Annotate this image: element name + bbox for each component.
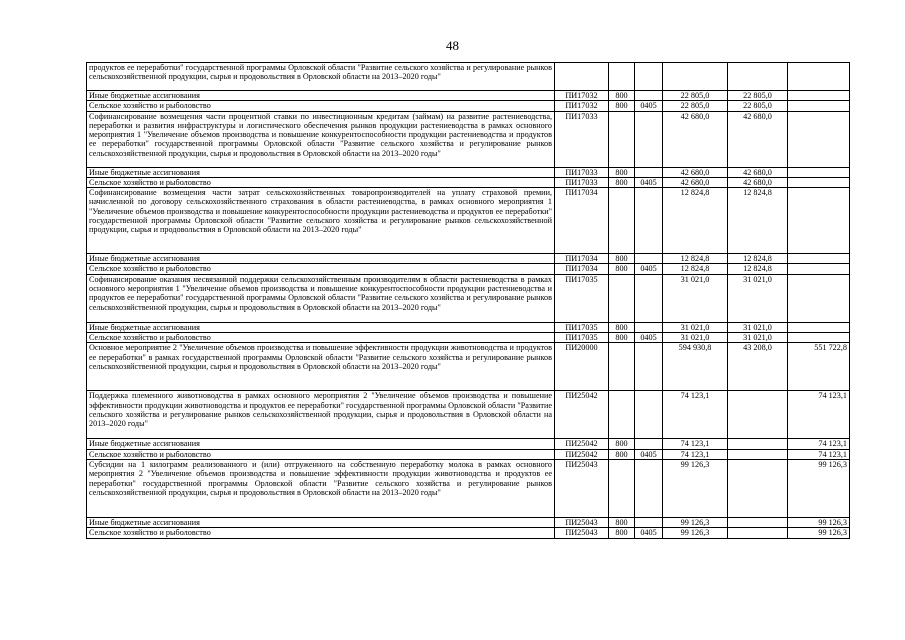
row-name-cell: Иные бюджетные ассигнования (87, 254, 555, 264)
row-amount-3-cell (788, 101, 850, 111)
table-row (87, 167, 850, 177)
row-amount-1-cell: 31 021,0 (663, 274, 728, 322)
table-row (87, 177, 850, 187)
row-amount-2-cell (728, 449, 788, 459)
row-amount-1-cell: 42 680,0 (663, 177, 728, 187)
row-code-cell: ПИ17034 (555, 254, 609, 264)
row-amount-1-cell: 99 126,3 (663, 528, 728, 538)
row-vr-cell: 800 (609, 101, 635, 111)
table-row (87, 517, 850, 527)
row-amount-3-cell: 99 126,3 (788, 517, 850, 527)
table-row (87, 91, 850, 101)
row-vr-cell (609, 111, 635, 167)
row-amount-1-cell: 74 123,1 (663, 391, 728, 439)
row-amount-3-cell (788, 63, 850, 91)
row-rz-cell: 0405 (635, 177, 663, 187)
row-name-cell: Иные бюджетные ассигнования (87, 322, 555, 332)
row-name-cell: Сельское хозяйство и рыболовство (87, 101, 555, 111)
budget-table (86, 62, 850, 539)
row-code-cell: ПИ17033 (555, 167, 609, 177)
row-code-cell: ПИ17032 (555, 101, 609, 111)
row-amount-2-cell: 12 824,8 (728, 254, 788, 264)
row-amount-2-cell: 12 824,8 (728, 264, 788, 274)
row-amount-3-cell: 74 123,1 (788, 391, 850, 439)
row-vr-cell (609, 63, 635, 91)
row-vr-cell: 800 (609, 177, 635, 187)
row-name-cell: Иные бюджетные ассигнования (87, 91, 555, 101)
row-vr-cell: 800 (609, 333, 635, 343)
row-vr-cell (609, 343, 635, 391)
row-name-cell: Софинансирование возмещения части затрат сельскохозяйственных товаропроизводителей на уплату страховой премии, начисленной по договору сельскохозяйственного страхования в области растениеводства, в рамках основного мероприятия 1 "Увеличение объемов производства и повышение конкурентоспособности продукции растениеводства и продуктов ее переработки" государственной программы Орловской области "Развитие сельского хозяйства и регулирование рынков сельскохозяйственной продукции, сырья и продовольствия в Орловской области на 2013–2020 годы" (87, 188, 555, 254)
row-amount-1-cell: 74 123,1 (663, 439, 728, 449)
row-amount-3-cell: 99 126,3 (788, 459, 850, 517)
table-row (87, 111, 850, 167)
row-code-cell: ПИ25042 (555, 391, 609, 439)
row-vr-cell: 800 (609, 322, 635, 332)
row-amount-1-cell: 594 930,8 (663, 343, 728, 391)
row-amount-2-cell (728, 528, 788, 538)
row-code-cell: ПИ25043 (555, 528, 609, 538)
row-amount-3-cell: 99 126,3 (788, 528, 850, 538)
row-amount-2-cell: 43 208,0 (728, 343, 788, 391)
row-rz-cell (635, 459, 663, 517)
row-name-cell: Иные бюджетные ассигнования (87, 517, 555, 527)
row-rz-cell (635, 391, 663, 439)
row-amount-3-cell (788, 188, 850, 254)
row-amount-3-cell (788, 167, 850, 177)
row-vr-cell (609, 459, 635, 517)
row-amount-1-cell: 31 021,0 (663, 333, 728, 343)
row-name-cell: Сельское хозяйство и рыболовство (87, 264, 555, 274)
row-code-cell: ПИ17033 (555, 177, 609, 187)
row-amount-1-cell: 22 805,0 (663, 101, 728, 111)
row-name-cell: Сельское хозяйство и рыболовство (87, 177, 555, 187)
row-amount-2-cell (728, 63, 788, 91)
row-vr-cell (609, 188, 635, 254)
row-amount-3-cell: 74 123,1 (788, 449, 850, 459)
row-amount-1-cell: 31 021,0 (663, 322, 728, 332)
row-rz-cell: 0405 (635, 264, 663, 274)
row-amount-2-cell: 22 805,0 (728, 91, 788, 101)
row-rz-cell (635, 439, 663, 449)
row-code-cell: ПИ17035 (555, 322, 609, 332)
row-amount-3-cell (788, 264, 850, 274)
row-rz-cell: 0405 (635, 528, 663, 538)
row-rz-cell (635, 517, 663, 527)
row-code-cell: ПИ17035 (555, 274, 609, 322)
row-amount-2-cell: 12 824,8 (728, 188, 788, 254)
row-amount-3-cell: 551 722,8 (788, 343, 850, 391)
row-vr-cell: 800 (609, 528, 635, 538)
row-code-cell: ПИ17034 (555, 188, 609, 254)
row-amount-2-cell: 31 021,0 (728, 333, 788, 343)
row-code-cell: ПИ17032 (555, 91, 609, 101)
row-vr-cell (609, 274, 635, 322)
row-rz-cell: 0405 (635, 449, 663, 459)
row-name-cell: Иные бюджетные ассигнования (87, 439, 555, 449)
row-name-cell: Сельское хозяйство и рыболовство (87, 449, 555, 459)
row-rz-cell (635, 274, 663, 322)
row-amount-1-cell: 74 123,1 (663, 449, 728, 459)
row-code-cell: ПИ25043 (555, 517, 609, 527)
table-row (87, 528, 850, 538)
row-amount-1-cell: 42 680,0 (663, 111, 728, 167)
row-amount-1-cell: 42 680,0 (663, 167, 728, 177)
row-vr-cell: 800 (609, 449, 635, 459)
row-amount-3-cell (788, 111, 850, 167)
row-code-cell (555, 63, 609, 91)
row-name-cell: Основное мероприятие 2 "Увеличение объемов производства и повышение эффективности продукции животноводства и продуктов ее переработки" в рамках государственной программы Орловской области "Развитие сельского хозяйства и регулирование рынков сельскохозяйственной продукции, сырья и продовольствия в Орловской области на 2013–2020 годы" (87, 343, 555, 391)
table-row (87, 333, 850, 343)
row-code-cell: ПИ17034 (555, 264, 609, 274)
row-amount-3-cell (788, 333, 850, 343)
table-row (87, 188, 850, 254)
row-name-cell: Сельское хозяйство и рыболовство (87, 333, 555, 343)
row-amount-2-cell: 42 680,0 (728, 167, 788, 177)
table-row (87, 391, 850, 439)
row-amount-1-cell: 12 824,8 (663, 254, 728, 264)
row-amount-2-cell: 31 021,0 (728, 322, 788, 332)
row-amount-3-cell (788, 177, 850, 187)
row-rz-cell (635, 254, 663, 264)
row-vr-cell: 800 (609, 517, 635, 527)
row-vr-cell: 800 (609, 91, 635, 101)
row-amount-2-cell: 42 680,0 (728, 111, 788, 167)
row-amount-2-cell (728, 459, 788, 517)
table-row (87, 63, 850, 91)
row-amount-3-cell (788, 274, 850, 322)
table-row (87, 274, 850, 322)
row-rz-cell (635, 91, 663, 101)
row-amount-2-cell (728, 391, 788, 439)
row-vr-cell: 800 (609, 254, 635, 264)
table-row (87, 459, 850, 517)
row-name-cell: Софинансирование оказания несвязанной поддержки сельскохозяйственным производителям в области растениеводства в рамках основного мероприятия 1 "Увеличение объемов производства и повышение конкурентоспособности продукции растениеводства и продуктов ее переработки" государственной программы Орловской области "Развитие сельского хозяйства и регулирование рынков сельскохозяйственной продукции, сырья и продовольствия в Орловской области на 2013–2020 годы" (87, 274, 555, 322)
row-amount-3-cell (788, 91, 850, 101)
row-vr-cell: 800 (609, 439, 635, 449)
table-row (87, 264, 850, 274)
row-rz-cell (635, 111, 663, 167)
row-amount-1-cell: 99 126,3 (663, 517, 728, 527)
page-number: 48 (446, 38, 459, 53)
row-rz-cell (635, 63, 663, 91)
row-rz-cell (635, 167, 663, 177)
row-vr-cell: 800 (609, 264, 635, 274)
row-code-cell: ПИ25042 (555, 449, 609, 459)
row-amount-2-cell (728, 439, 788, 449)
row-amount-3-cell (788, 322, 850, 332)
row-rz-cell (635, 343, 663, 391)
table-row (87, 322, 850, 332)
table-row (87, 449, 850, 459)
row-name-cell: продуктов ее переработки" государственной программы Орловской области "Развитие сельского хозяйства и регулирование рынков сельскохозяйственной продукции, сырья и продовольствия в Орловской области на 2013–2020 годы" (87, 63, 555, 91)
row-rz-cell (635, 322, 663, 332)
row-name-cell: Сельское хозяйство и рыболовство (87, 528, 555, 538)
row-amount-3-cell: 74 123,1 (788, 439, 850, 449)
row-code-cell: ПИ25042 (555, 439, 609, 449)
row-name-cell: Иные бюджетные ассигнования (87, 167, 555, 177)
table-row (87, 254, 850, 264)
row-code-cell: ПИ25043 (555, 459, 609, 517)
row-code-cell: ПИ17033 (555, 111, 609, 167)
row-vr-cell (609, 391, 635, 439)
row-name-cell: Субсидии на 1 килограмм реализованного и (или) отгруженного на собственную переработку молока в рамках основного мероприятия 2 "Увеличение объемов производства и повышение эффективности продукции животноводства и продуктов ее переработки" государственной программы Орловской области "Развитие сельского хозяйства и регулирование рынков сельскохозяйственной продукции, сырья и продовольствия в Орловской области на 2013–2020 годы" (87, 459, 555, 517)
row-amount-1-cell (663, 63, 728, 91)
row-amount-2-cell: 22 805,0 (728, 101, 788, 111)
row-code-cell: ПИ17035 (555, 333, 609, 343)
row-rz-cell (635, 188, 663, 254)
row-amount-3-cell (788, 254, 850, 264)
table-row (87, 101, 850, 111)
row-name-cell: Софинансирование возмещения части процентной ставки по инвестиционным кредитам (займам) на развитие растениеводства, переработки и развития инфраструктуры и логистического обеспечения рынков продукции растениеводства в рамках основного мероприятия 1 "Увеличение объемов производства и повышение конкурентоспособности продукции растениеводства и продуктов ее переработки" государственной программы Орловской области "Развитие сельского хозяйства и регулирование рынков сельскохозяйственной продукции, сырья и продовольствия в Орловской области на 2013–2020 годы" (87, 111, 555, 167)
table-row (87, 439, 850, 449)
row-amount-2-cell: 42 680,0 (728, 177, 788, 187)
row-code-cell: ПИ20000 (555, 343, 609, 391)
row-rz-cell: 0405 (635, 333, 663, 343)
table-row (87, 343, 850, 391)
row-amount-1-cell: 99 126,3 (663, 459, 728, 517)
row-vr-cell: 800 (609, 167, 635, 177)
row-amount-2-cell: 31 021,0 (728, 274, 788, 322)
row-name-cell: Поддержка племенного животноводства в рамках основного мероприятия 2 "Увеличение объемов производства и повышение эффективности продукции животноводства и продуктов ее переработки" государственной программы Орловской области "Развитие сельского хозяйства и регулирование рынков сельскохозяйственной продукции, сырья и продовольствия в Орловской области на 2013–2020 годы" (87, 391, 555, 439)
row-amount-2-cell (728, 517, 788, 527)
row-rz-cell: 0405 (635, 101, 663, 111)
row-amount-1-cell: 12 824,8 (663, 188, 728, 254)
row-amount-1-cell: 12 824,8 (663, 264, 728, 274)
row-amount-1-cell: 22 805,0 (663, 91, 728, 101)
